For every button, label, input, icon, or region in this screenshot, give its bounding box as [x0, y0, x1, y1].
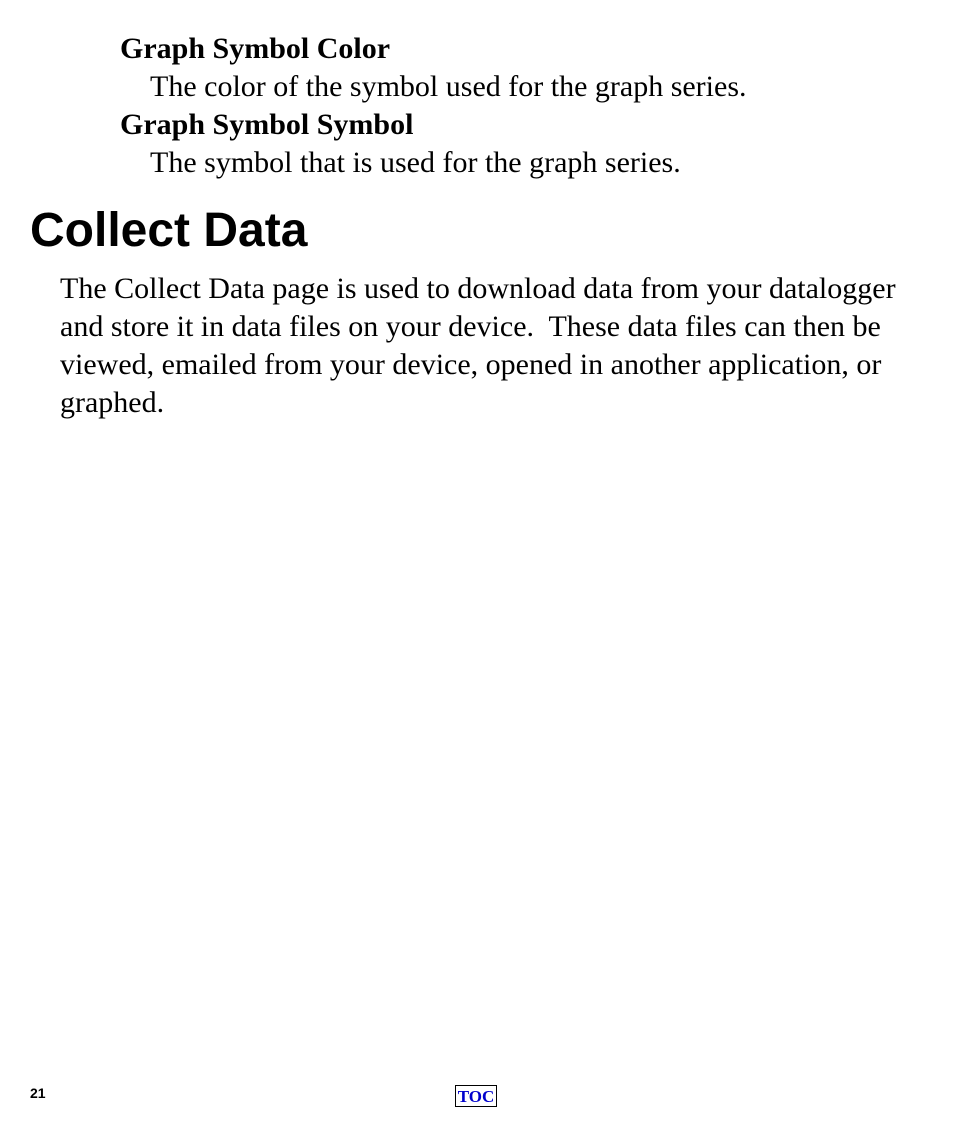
definition-term-graph-symbol-color: Graph Symbol Color — [120, 32, 391, 65]
page-number: 21 — [30, 1085, 46, 1101]
toc-link[interactable]: TOC — [455, 1085, 497, 1107]
definition-text-graph-symbol-symbol: The symbol that is used for the graph series. — [150, 146, 681, 179]
section-heading: Collect Data — [30, 204, 308, 257]
definition-text-graph-symbol-color: The color of the symbol used for the graph series. — [150, 70, 747, 103]
section-body-paragraph: The Collect Data page is used to download data from your datalogger and store it in data files on your device. These data files can then be viewed, emailed from your device, opened in another application, or graphed. — [60, 272, 904, 419]
definition-term-graph-symbol-symbol: Graph Symbol Symbol — [120, 108, 414, 141]
